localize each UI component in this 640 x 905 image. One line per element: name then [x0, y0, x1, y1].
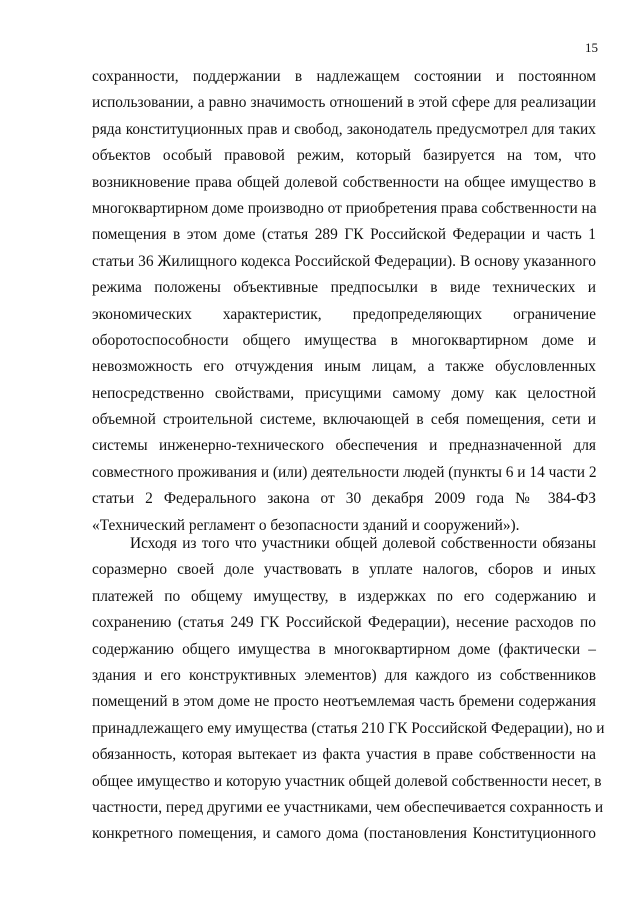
text-line: платежей по общему имуществу, в издержках по его содержанию и — [92, 587, 596, 605]
text-line: статьи 2 Федерального закона от 30 декабря 2009 года № 384-ФЗ — [92, 490, 596, 508]
text-line: многоквартирном доме производно от приобретения права собственности на — [92, 199, 597, 217]
text-line: обязанность, которая вытекает из факта участия в праве собственности на — [92, 746, 596, 764]
text-line: экономических характеристик, предопределяющих ограничение — [92, 305, 596, 323]
text-line: Исходя из того что участники общей долевой собственности обязаны — [130, 535, 596, 552]
text-line: сохранению (статья 249 ГК Российской Федерации), несение расходов по — [92, 614, 596, 632]
text-line: конкретного помещения, и самого дома (постановления Конституционного — [92, 825, 596, 843]
paragraph-1 — [92, 64, 596, 539]
text-line: совместного проживания и (или) деятельности людей (пункты 6 и 14 части 2 — [92, 463, 597, 481]
text-line: режима положены объективные предпосылки в виде технических и — [92, 279, 596, 297]
text-line: системы инженерно-технического обеспечения и предназначенной для — [92, 437, 596, 455]
text-line: статьи 36 Жилищного кодекса Российской Федерации). В основу указанного — [92, 252, 596, 270]
text-line: общее имущество и которую участник общей долевой собственности несет, в — [92, 772, 602, 790]
text-line: непосредственно свойствами, присущими самому дому как целостной — [92, 384, 596, 402]
text-line: невозможность его отчуждения иным лицам, а также обусловленных — [92, 358, 596, 376]
text-line: «Технический регламент о безопасности зданий и сооружений»). — [92, 516, 520, 534]
paragraph-2 — [92, 531, 605, 848]
text-line: содержанию общего имущества в многоквартирном доме (фактически – — [92, 640, 596, 658]
text-line: помещения в этом доме (статья 289 ГК Российской Федерации и часть 1 — [92, 226, 596, 244]
page-number: 15 — [585, 40, 598, 55]
text-line: соразмерно своей доле участвовать в уплате налогов, сборов и иных — [92, 561, 596, 579]
text-line: объектов особый правовой режим, который базируется на том, что — [92, 147, 596, 165]
text-line: оборотоспособности общего имущества в многоквартирном доме и — [92, 331, 596, 349]
text-line: использовании, а равно значимость отношений в этой сфере для реализации — [92, 94, 596, 112]
text-line: помещений в этом доме не просто неотъемлемая часть бремени содержания — [92, 693, 596, 711]
text-line: объемной строительной системе, включающей в себя помещения, сети и — [92, 411, 596, 429]
text-line: ряда конституционных прав и свобод, законодатель предусмотрел для таких — [92, 120, 596, 138]
text-line: частности, перед другими ее участниками, чем обеспечивается сохранность и — [92, 798, 604, 816]
text-line: возникновение права общей долевой собственности на общее имущество в — [92, 173, 596, 191]
text-line: сохранности, поддержании в надлежащем состоянии и постоянном — [92, 68, 596, 85]
text-line: здания и его конструктивных элементов) для каждого из собственников — [92, 666, 596, 684]
text-line: принадлежащего ему имущества (статья 210 ГК Российской Федерации), но и — [92, 719, 605, 737]
